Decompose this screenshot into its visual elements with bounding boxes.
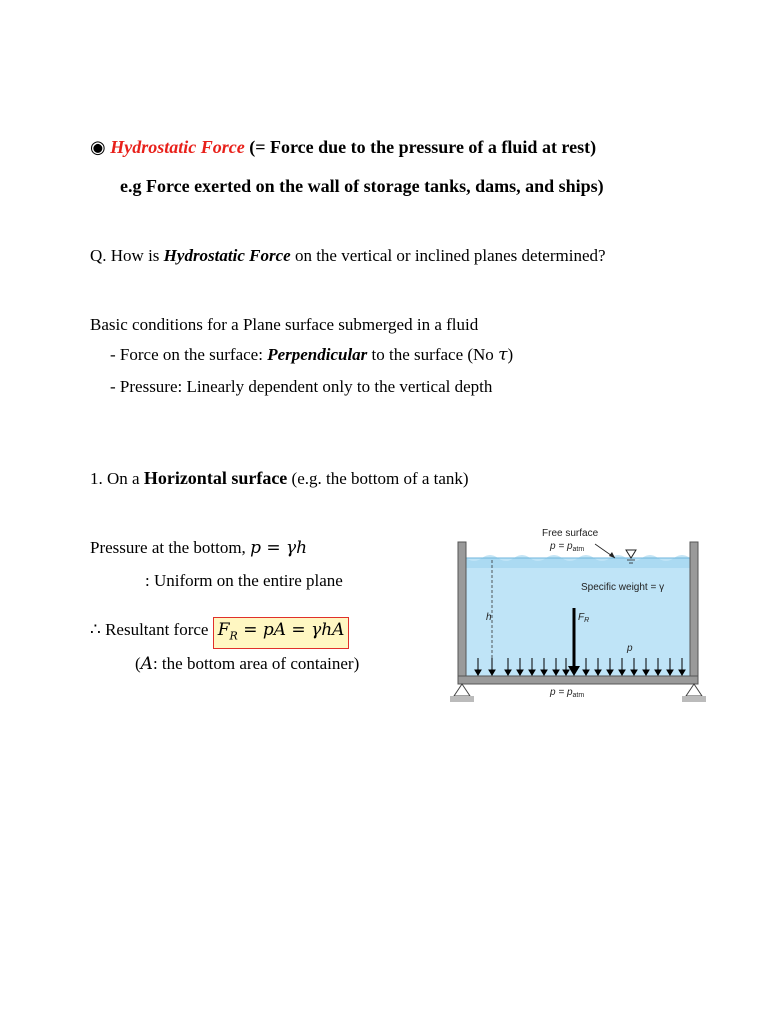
right-wall [690, 542, 698, 684]
free-surface-label: Free surface [542, 528, 599, 539]
left-ground [450, 696, 474, 702]
h-label: h [486, 612, 492, 623]
section-1-term: Horizontal surface [143, 468, 288, 488]
example-line: e.g Force exerted on the wall of storage tanks, dams, and ships) [120, 176, 604, 196]
fr-label: $F_R$ [578, 612, 590, 624]
therefore-symbol: ∴ [90, 620, 101, 639]
left-support-icon [454, 684, 470, 696]
condition-1-term: Perpendicular [267, 345, 368, 364]
right-support-icon [686, 684, 702, 696]
note-open: ( [135, 654, 141, 673]
term-hydrostatic-force: Hydrostatic Force [110, 137, 245, 157]
section-1-heading [90, 468, 469, 489]
conditions-title: Basic conditions for a Plane surface submerged in a fluid [90, 315, 479, 334]
note-var-a: A [140, 654, 153, 674]
section-1-prefix: 1. On a [90, 469, 144, 488]
definition-text: (= Force due to the pressure of a fluid at rest) [249, 137, 597, 157]
title-line [90, 137, 596, 158]
p-atm-top-label: $p = p_{atm}$ [550, 541, 585, 553]
tank-bottom [458, 676, 698, 684]
right-ground [682, 696, 706, 702]
formula-rest: = pA = γhA [237, 620, 345, 640]
pressure-note: : Uniform on the entire plane [145, 571, 343, 590]
p-atm-bottom-label: $p = p_{atm}$ [550, 687, 585, 699]
specific-weight-label: Specific weight = γ [581, 582, 665, 593]
condition-1-prefix: - Force on the surface: [110, 345, 268, 364]
question-suffix: on the vertical or inclined planes determined? [290, 246, 606, 265]
tank-diagram [440, 520, 710, 710]
resultant-formula-box [213, 617, 350, 649]
note-rest: : the bottom area of container) [152, 654, 360, 673]
question-prefix: Q. How is [90, 246, 164, 265]
p-label: p [627, 643, 633, 654]
resultant-note [135, 654, 359, 674]
pressure-formula: p = γh [250, 538, 308, 558]
tau-symbol: τ [498, 345, 508, 365]
free-surface-marker-icon [626, 550, 636, 558]
section-1-suffix: (e.g. the bottom of a tank) [287, 469, 469, 488]
question-term: Hydrostatic Force [163, 246, 291, 265]
condition-item-2: - Pressure: Linearly dependent only to the vertical depth [110, 377, 493, 396]
condition-item-1 [110, 345, 513, 365]
resultant-label: Resultant force [100, 620, 213, 639]
formula-sub-r: R [229, 629, 238, 643]
left-wall [458, 542, 466, 684]
surface-ripples [466, 555, 690, 568]
bullet-icon: ◉ [90, 137, 106, 157]
pressure-label: Pressure at the bottom, [90, 538, 251, 557]
condition-1-close: ) [507, 345, 514, 364]
pressure-line [90, 538, 307, 558]
condition-1-suffix: to the surface (No [367, 345, 499, 364]
question-line [90, 246, 606, 266]
resultant-line [90, 617, 349, 649]
formula-f: F [217, 620, 230, 640]
